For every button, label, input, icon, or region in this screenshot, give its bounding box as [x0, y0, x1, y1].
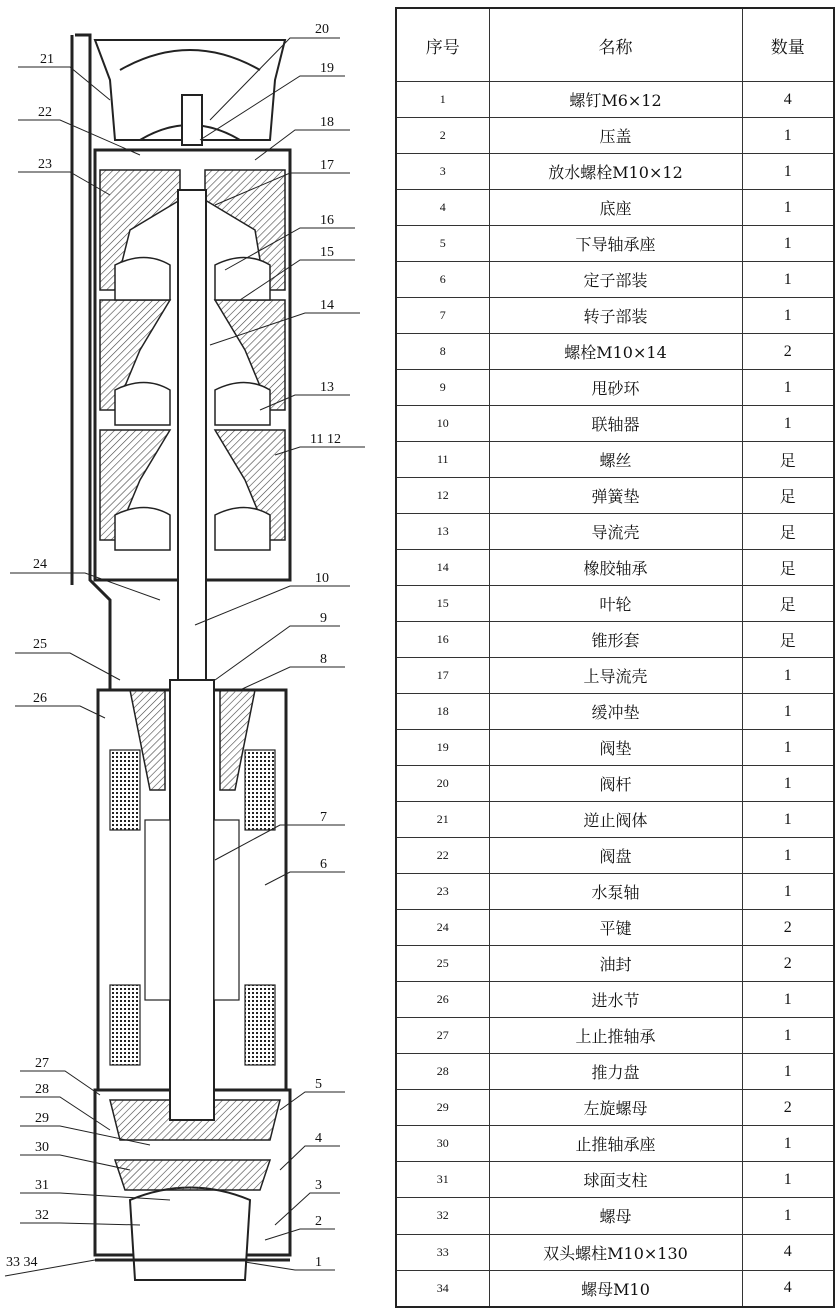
table-row: [396, 298, 834, 334]
cell-name: 橡胶轴承: [489, 550, 742, 586]
callout-17: 17: [320, 158, 334, 173]
cell-name: 平键: [489, 910, 742, 946]
callout-19: 19: [320, 61, 334, 76]
cell-qty: 1: [742, 406, 834, 442]
table-row: [396, 1162, 834, 1198]
table-row: [396, 1090, 834, 1126]
callout-7: 7: [320, 810, 327, 825]
callout-10: 10: [315, 571, 329, 586]
cell-no: 21: [396, 802, 489, 838]
cell-qty: 1: [742, 370, 834, 406]
cell-no: 5: [396, 226, 489, 262]
callout-24: 24: [33, 557, 47, 572]
cell-no: 24: [396, 910, 489, 946]
table-row: [396, 190, 834, 226]
table-row: [396, 118, 834, 154]
cell-name: 螺母M10: [489, 1270, 742, 1307]
cell-name: 甩砂环: [489, 370, 742, 406]
parts-list-table: [395, 7, 835, 1308]
cell-name: 水泵轴: [489, 874, 742, 910]
cell-qty: 1: [742, 694, 834, 730]
cell-name: 球面支柱: [489, 1162, 742, 1198]
cell-name: 止推轴承座: [489, 1126, 742, 1162]
table-row: [396, 946, 834, 982]
cell-qty: 足: [742, 622, 834, 658]
cell-no: 25: [396, 946, 489, 982]
cell-no: 17: [396, 658, 489, 694]
cell-qty: 1: [742, 226, 834, 262]
cell-qty: 1: [742, 982, 834, 1018]
table-row: [396, 550, 834, 586]
table-row: [396, 514, 834, 550]
cell-qty: 足: [742, 478, 834, 514]
table-row: [396, 82, 834, 118]
cell-qty: 1: [742, 298, 834, 334]
header-no: 序号: [396, 8, 489, 82]
cell-no: 2: [396, 118, 489, 154]
table-row: [396, 874, 834, 910]
callout-13: 13: [320, 380, 334, 395]
cell-no: 28: [396, 1054, 489, 1090]
cell-name: 螺钉M6×12: [489, 82, 742, 118]
table-row: [396, 1126, 834, 1162]
callout-8: 8: [320, 652, 327, 667]
callout-29: 29: [35, 1111, 49, 1126]
cell-name: 上止推轴承: [489, 1018, 742, 1054]
callout-3: 3: [315, 1178, 322, 1193]
table-row: [396, 1198, 834, 1234]
cell-qty: 1: [742, 658, 834, 694]
table-row: [396, 1054, 834, 1090]
table-row: [396, 226, 834, 262]
cell-qty: 1: [742, 730, 834, 766]
cell-name: 底座: [489, 190, 742, 226]
cell-no: 22: [396, 838, 489, 874]
table-row: [396, 694, 834, 730]
cell-no: 9: [396, 370, 489, 406]
table-row: [396, 334, 834, 370]
cell-name: 放水螺栓M10×12: [489, 154, 742, 190]
callout-18: 18: [320, 115, 334, 130]
cell-name: 油封: [489, 946, 742, 982]
header-qty: 数量: [742, 8, 834, 82]
cell-qty: 2: [742, 1090, 834, 1126]
cell-name: 逆止阀体: [489, 802, 742, 838]
table-row: [396, 370, 834, 406]
table-header-row: [396, 8, 834, 82]
cell-qty: 1: [742, 802, 834, 838]
cell-qty: 1: [742, 874, 834, 910]
cell-qty: 4: [742, 82, 834, 118]
cell-no: 8: [396, 334, 489, 370]
cell-qty: 1: [742, 1018, 834, 1054]
callout-21: 21: [40, 52, 54, 67]
cell-no: 7: [396, 298, 489, 334]
table-row: [396, 1270, 834, 1307]
callout-25: 25: [33, 637, 47, 652]
cell-qty: 足: [742, 586, 834, 622]
table-row: [396, 478, 834, 514]
callout-14: 14: [320, 298, 334, 313]
callout-30: 30: [35, 1140, 49, 1155]
callout-9: 9: [320, 611, 327, 626]
cell-qty: 1: [742, 1198, 834, 1234]
cell-qty: 1: [742, 1162, 834, 1198]
cell-no: 27: [396, 1018, 489, 1054]
cell-qty: 2: [742, 946, 834, 982]
table-row: [396, 586, 834, 622]
cell-qty: 1: [742, 118, 834, 154]
cell-no: 33: [396, 1234, 489, 1270]
cell-name: 左旋螺母: [489, 1090, 742, 1126]
cell-no: 4: [396, 190, 489, 226]
table-row: [396, 262, 834, 298]
cell-no: 1: [396, 82, 489, 118]
cell-no: 34: [396, 1270, 489, 1307]
cell-name: 进水节: [489, 982, 742, 1018]
callout-11-12: 11 12: [310, 432, 341, 447]
table-row: [396, 658, 834, 694]
cell-no: 26: [396, 982, 489, 1018]
cell-no: 13: [396, 514, 489, 550]
cell-qty: 1: [742, 766, 834, 802]
cell-qty: 足: [742, 442, 834, 478]
callout-6: 6: [320, 857, 327, 872]
cell-name: 定子部装: [489, 262, 742, 298]
cell-qty: 4: [742, 1270, 834, 1307]
table-row: [396, 1234, 834, 1270]
callout-1: 1: [315, 1255, 322, 1270]
cell-no: 31: [396, 1162, 489, 1198]
cell-no: 6: [396, 262, 489, 298]
table-row: [396, 154, 834, 190]
cell-name: 叶轮: [489, 586, 742, 622]
table-row: [396, 406, 834, 442]
cell-qty: 足: [742, 514, 834, 550]
callout-31: 31: [35, 1178, 49, 1193]
pump-section-drawing: [0, 0, 390, 1313]
cell-name: 阀杆: [489, 766, 742, 802]
table-row: [396, 766, 834, 802]
callout-22: 22: [38, 105, 52, 120]
callout-15: 15: [320, 245, 334, 260]
cell-qty: 1: [742, 154, 834, 190]
cell-no: 11: [396, 442, 489, 478]
cell-no: 23: [396, 874, 489, 910]
callout-20: 20: [315, 22, 329, 37]
callout-32: 32: [35, 1208, 49, 1223]
cell-qty: 1: [742, 190, 834, 226]
cell-qty: 1: [742, 1126, 834, 1162]
cell-no: 30: [396, 1126, 489, 1162]
callout-16: 16: [320, 213, 334, 228]
cell-qty: 2: [742, 334, 834, 370]
cell-name: 上导流壳: [489, 658, 742, 694]
callout-23: 23: [38, 157, 52, 172]
cell-name: 推力盘: [489, 1054, 742, 1090]
cell-no: 29: [396, 1090, 489, 1126]
cell-qty: 1: [742, 262, 834, 298]
cell-name: 螺栓M10×14: [489, 334, 742, 370]
cell-name: 缓冲垫: [489, 694, 742, 730]
cell-name: 螺丝: [489, 442, 742, 478]
cell-no: 32: [396, 1198, 489, 1234]
callout-2: 2: [315, 1214, 322, 1229]
cell-no: 3: [396, 154, 489, 190]
cell-no: 16: [396, 622, 489, 658]
cell-name: 锥形套: [489, 622, 742, 658]
callout-33-34: 33 34: [6, 1255, 38, 1270]
table-row: [396, 910, 834, 946]
callout-26: 26: [33, 691, 47, 706]
callout-28: 28: [35, 1082, 49, 1097]
cell-no: 14: [396, 550, 489, 586]
callout-5: 5: [315, 1077, 322, 1092]
cell-name: 导流壳: [489, 514, 742, 550]
cell-qty: 2: [742, 910, 834, 946]
cell-no: 20: [396, 766, 489, 802]
table-row: [396, 802, 834, 838]
cell-name: 压盖: [489, 118, 742, 154]
cell-name: 转子部装: [489, 298, 742, 334]
table-row: [396, 838, 834, 874]
table-row: [396, 730, 834, 766]
cell-name: 阀垫: [489, 730, 742, 766]
cell-qty: 4: [742, 1234, 834, 1270]
callout-27: 27: [35, 1056, 49, 1071]
table-row: [396, 442, 834, 478]
cell-name: 弹簧垫: [489, 478, 742, 514]
cell-name: 阀盘: [489, 838, 742, 874]
shaft: [170, 95, 214, 1120]
cell-no: 18: [396, 694, 489, 730]
cell-qty: 足: [742, 550, 834, 586]
table-row: [396, 982, 834, 1018]
cell-no: 10: [396, 406, 489, 442]
cell-name: 下导轴承座: [489, 226, 742, 262]
cell-name: 螺母: [489, 1198, 742, 1234]
callout-4: 4: [315, 1131, 322, 1146]
cell-no: 19: [396, 730, 489, 766]
table-row: [396, 622, 834, 658]
cell-name: 双头螺柱M10×130: [489, 1234, 742, 1270]
cell-name: 联轴器: [489, 406, 742, 442]
cell-no: 12: [396, 478, 489, 514]
table-row: [396, 1018, 834, 1054]
cell-qty: 1: [742, 838, 834, 874]
cell-qty: 1: [742, 1054, 834, 1090]
header-name: 名称: [489, 8, 742, 82]
cell-no: 15: [396, 586, 489, 622]
